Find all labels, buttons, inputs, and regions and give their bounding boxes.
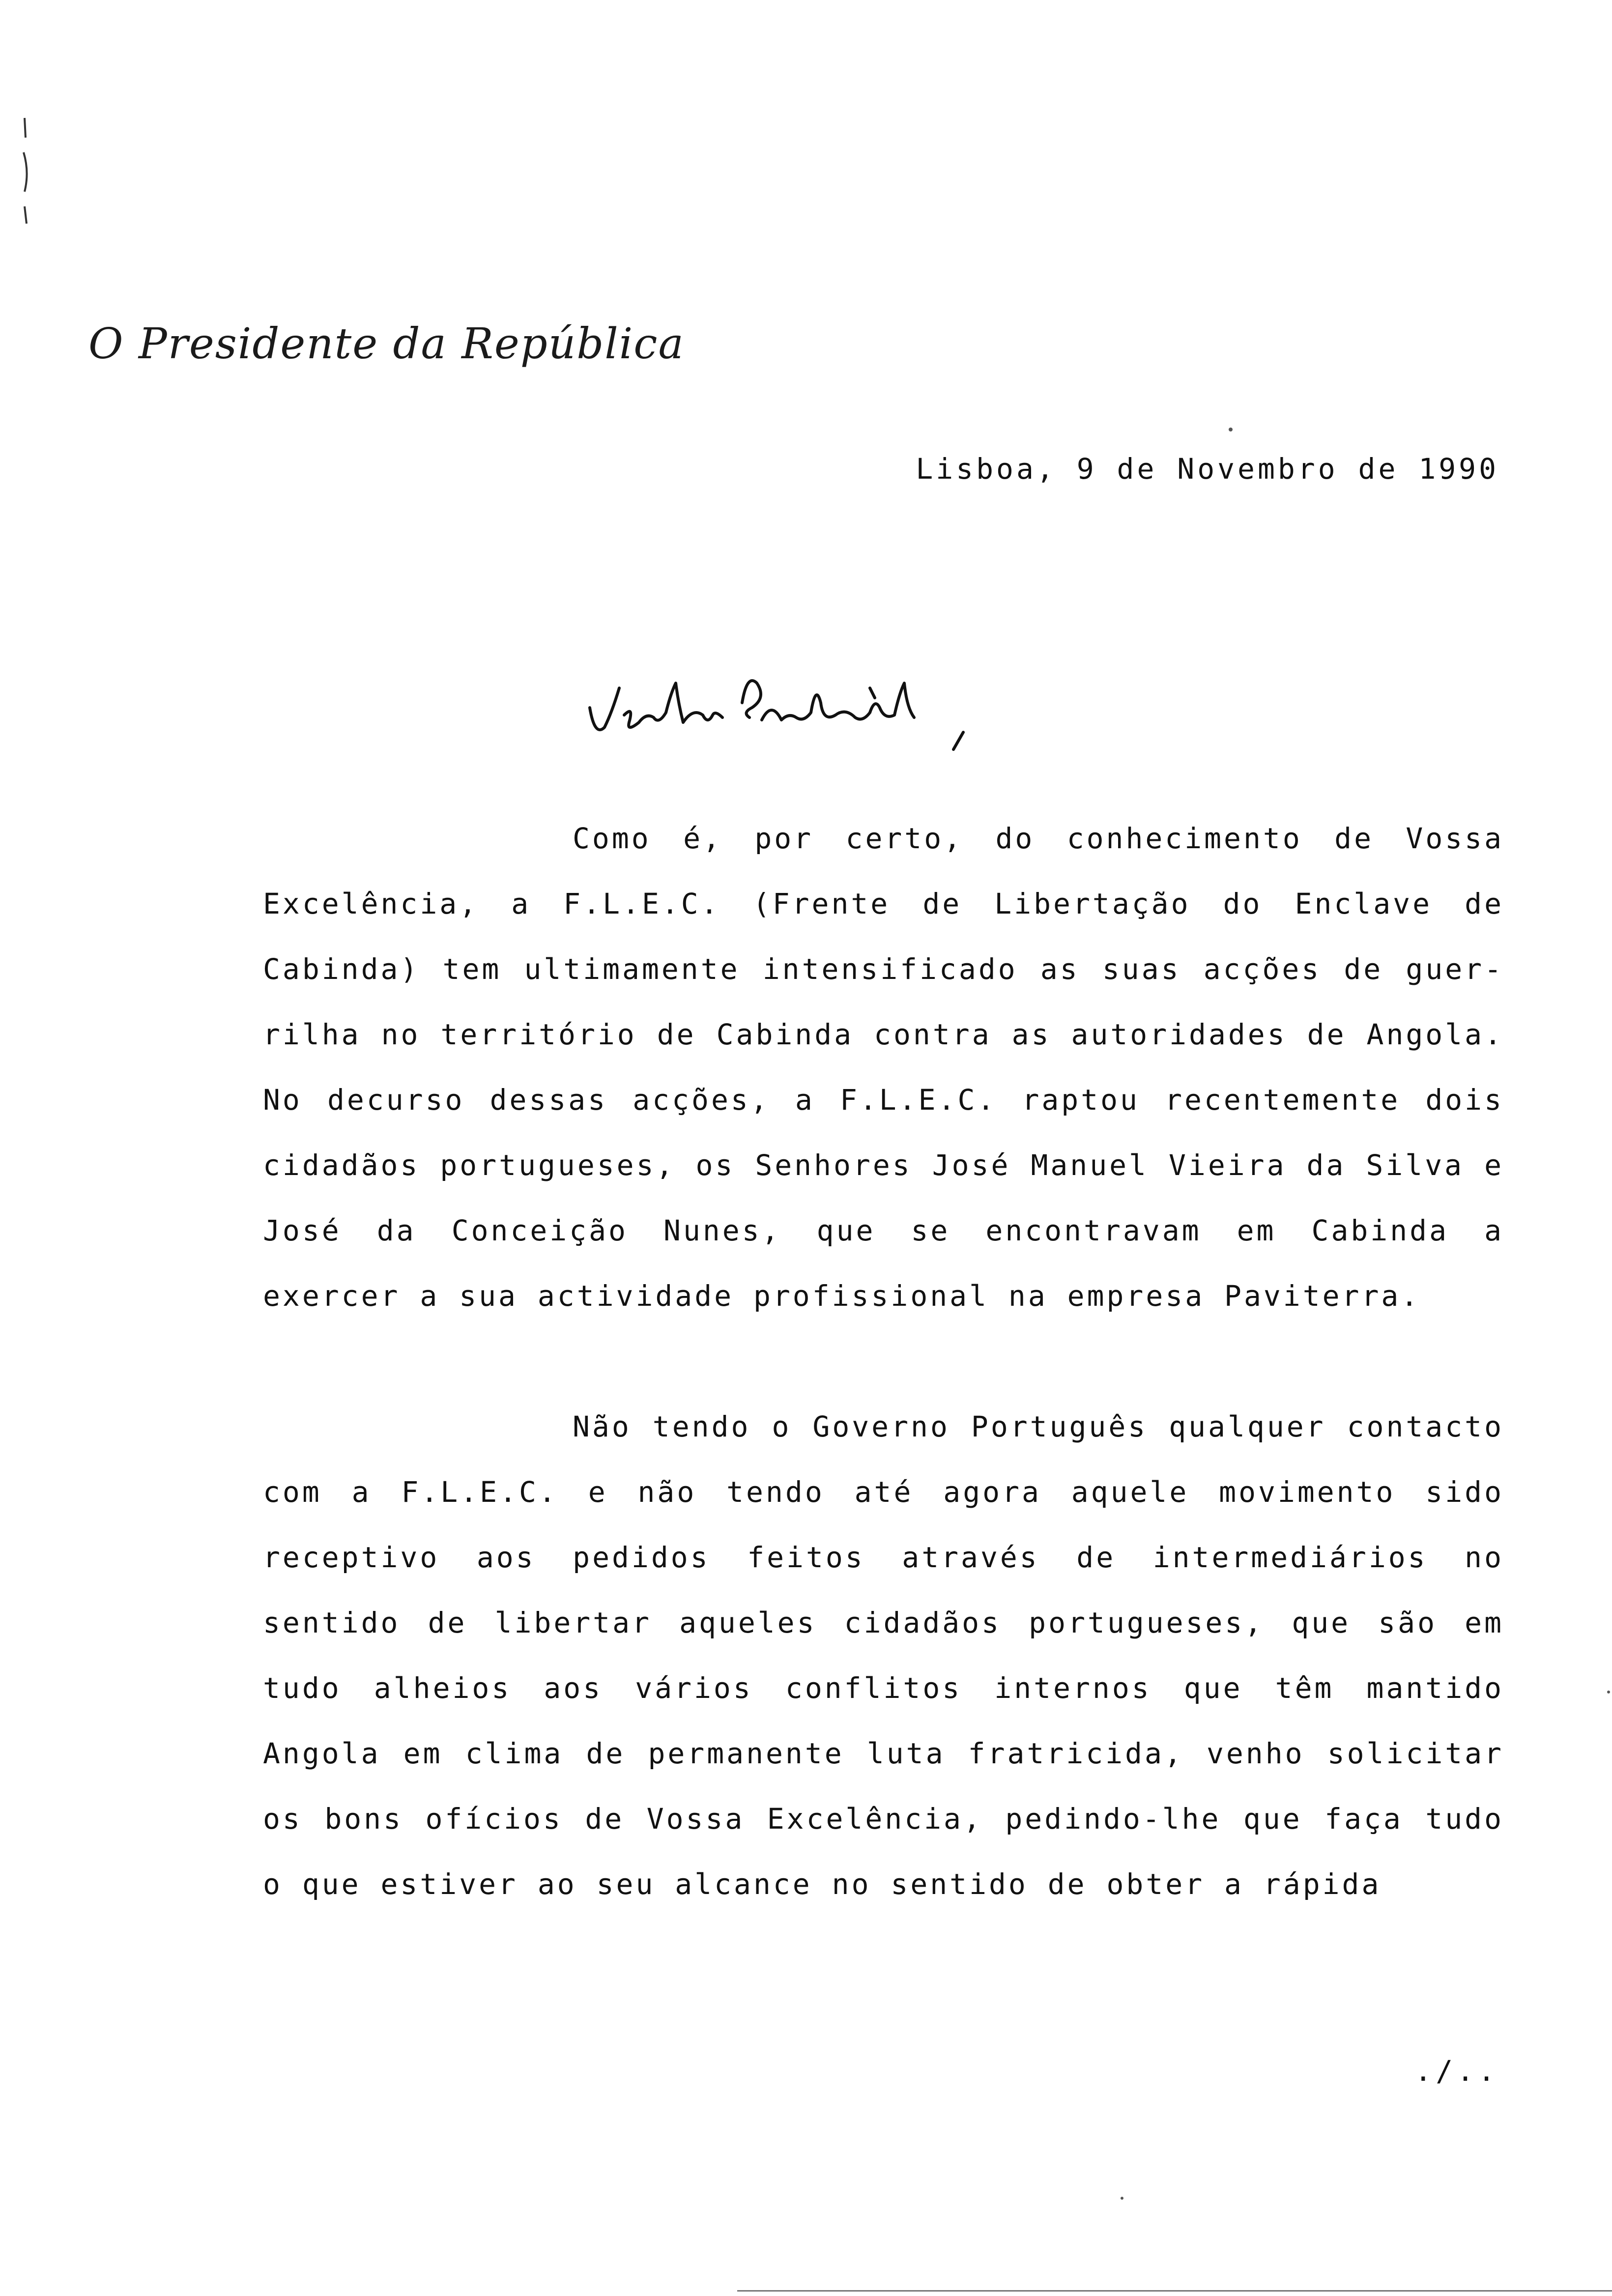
- salutation-handwriting-drawing: [580, 654, 983, 762]
- continuation-mark: ./..: [1414, 2054, 1499, 2088]
- body-paragraph-2: Não tendo o Governo Português qualquer contacto com a F.L.E.C. e não tendo até agora aquele movimento sido receptivo aos pedidos feitos através de intermediários no sentido de libertar aqueles cidadãos portugueses, que são em tudo alheios aos vários conflitos internos que têm mantido Angola em clima de permanente luta fratricida, venho solicitar os bons ofícios de Vossa Excelência, pedindo-lhe que faça tudo o que estiver ao seu alcance no sentido de obter a rápida: [263, 1410, 1504, 1901]
- scan-edge-line: [737, 2290, 1612, 2292]
- handwritten-salutation: [580, 654, 983, 762]
- margin-pencil-mark: [10, 108, 39, 226]
- letter-body: [263, 806, 1504, 1917]
- date-line: Lisboa, 9 de Novembro de 1990: [916, 452, 1499, 486]
- scan-speck: [1229, 428, 1233, 431]
- scan-speck: [1121, 2197, 1123, 2200]
- scan-speck: [1607, 1691, 1610, 1693]
- body-paragraph-1: Como é, por certo, do conhecimento de Vossa Excelência, a F.L.E.C. (Frente de Libertação do Enclave de Cabinda) tem ultimamente intensificado as suas acções de guer-rilha no território de Cabinda contra as autoridades de Angola. No decurso dessas acções, a F.L.E.C. raptou recentemente dois cidadãos portugueses, os Senhores José Manuel Vieira da Silva e José da Conceição Nunes, que se encontravam em Cabinda a exercer a sua actividade profissional na empresa Paviterra.: [263, 822, 1504, 1313]
- letterhead-title: O Presidente da República: [88, 319, 685, 369]
